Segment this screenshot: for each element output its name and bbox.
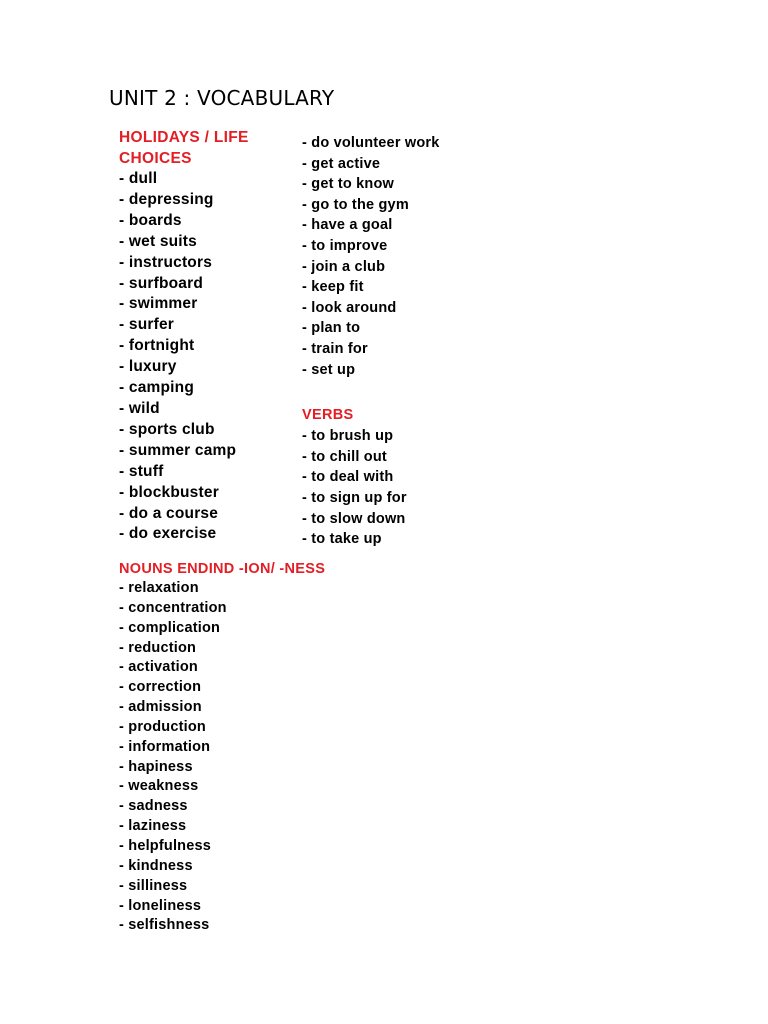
vocab-item: - complication xyxy=(119,619,221,636)
vocab-item: - to sign up for xyxy=(302,489,407,506)
vocab-item: - boards xyxy=(119,211,182,229)
vocab-item: - wet suits xyxy=(119,232,197,250)
vocab-item: - sports club xyxy=(119,420,215,438)
vocab-item: - surfboard xyxy=(119,274,204,292)
vocab-item: - swimmer xyxy=(119,295,198,313)
vocab-item: - helpfulness xyxy=(119,837,212,854)
vocab-item: - get active xyxy=(302,155,381,172)
holidays-heading-line2: CHOICES xyxy=(119,150,192,167)
phrases-list xyxy=(302,133,482,380)
vocab-item: - do volunteer work xyxy=(302,135,440,151)
vocab-item: - to deal with xyxy=(302,469,394,486)
vocab-item: - depressing xyxy=(119,190,214,208)
vocab-item: - production xyxy=(119,718,206,735)
vocab-item: - sadness xyxy=(119,798,188,815)
vocab-item: - do exercise xyxy=(119,525,217,543)
vocab-item: - surfer xyxy=(119,316,175,334)
vocab-item: - join a club xyxy=(302,258,386,275)
vocab-item: - train for xyxy=(302,340,368,357)
holidays-list xyxy=(119,169,304,545)
nouns-heading: NOUNS ENDIND -ION/ -NESS xyxy=(119,561,326,577)
vocab-item: - relaxation xyxy=(119,580,199,596)
vocab-item: - to improve xyxy=(302,237,388,254)
vocab-item: - information xyxy=(119,738,211,755)
nouns-list xyxy=(119,579,419,936)
vocab-item: - keep fit xyxy=(302,279,364,296)
vocab-item: - set up xyxy=(302,361,356,378)
vocab-item: - get to know xyxy=(302,176,395,193)
vocab-item: - summer camp xyxy=(119,441,237,459)
vocab-item: - kindness xyxy=(119,857,193,874)
vocab-item: - wild xyxy=(119,399,160,417)
vocab-item: - laziness xyxy=(119,818,187,835)
vocab-item: - have a goal xyxy=(302,217,393,234)
vocab-item: - reduction xyxy=(119,639,197,656)
page-title: UNIT 2 : VOCABULARY xyxy=(109,86,335,110)
vocab-item: - concentration xyxy=(119,599,227,616)
verbs-heading: VERBS xyxy=(302,407,354,424)
vocab-item: - activation xyxy=(119,659,198,676)
vocab-item: - camping xyxy=(119,379,195,397)
vocab-item: - blockbuster xyxy=(119,483,219,501)
phrases-verbs-column xyxy=(302,133,482,550)
vocab-item: - to chill out xyxy=(302,448,387,465)
vocab-item: - correction xyxy=(119,679,202,696)
vocab-item: - silliness xyxy=(119,877,188,894)
vocab-item: - admission xyxy=(119,699,202,716)
nouns-section xyxy=(119,560,419,936)
vocab-item: - instructors xyxy=(119,253,213,271)
vocab-item: - to take up xyxy=(302,531,382,548)
vocab-item: - hapiness xyxy=(119,758,193,775)
vocab-item: - to slow down xyxy=(302,510,406,527)
vocab-item: - stuff xyxy=(119,462,164,480)
vocab-item: - dull xyxy=(119,170,158,187)
vocab-item: - look around xyxy=(302,299,397,316)
vocab-item: - luxury xyxy=(119,358,177,376)
vocab-item: - to brush up xyxy=(302,428,394,445)
vocab-item: - weakness xyxy=(119,778,199,795)
vocab-item: - fortnight xyxy=(119,337,195,355)
vocab-item: - loneliness xyxy=(119,897,202,914)
vocab-item: - plan to xyxy=(302,320,361,337)
holidays-heading-line1: HOLIDAYS / LIFE xyxy=(119,129,249,146)
vocab-item: - selfishness xyxy=(119,917,210,934)
verbs-list xyxy=(302,426,482,550)
vocab-item: - go to the gym xyxy=(302,196,409,213)
holidays-section xyxy=(119,127,304,545)
vocab-item: - do a course xyxy=(119,504,219,522)
